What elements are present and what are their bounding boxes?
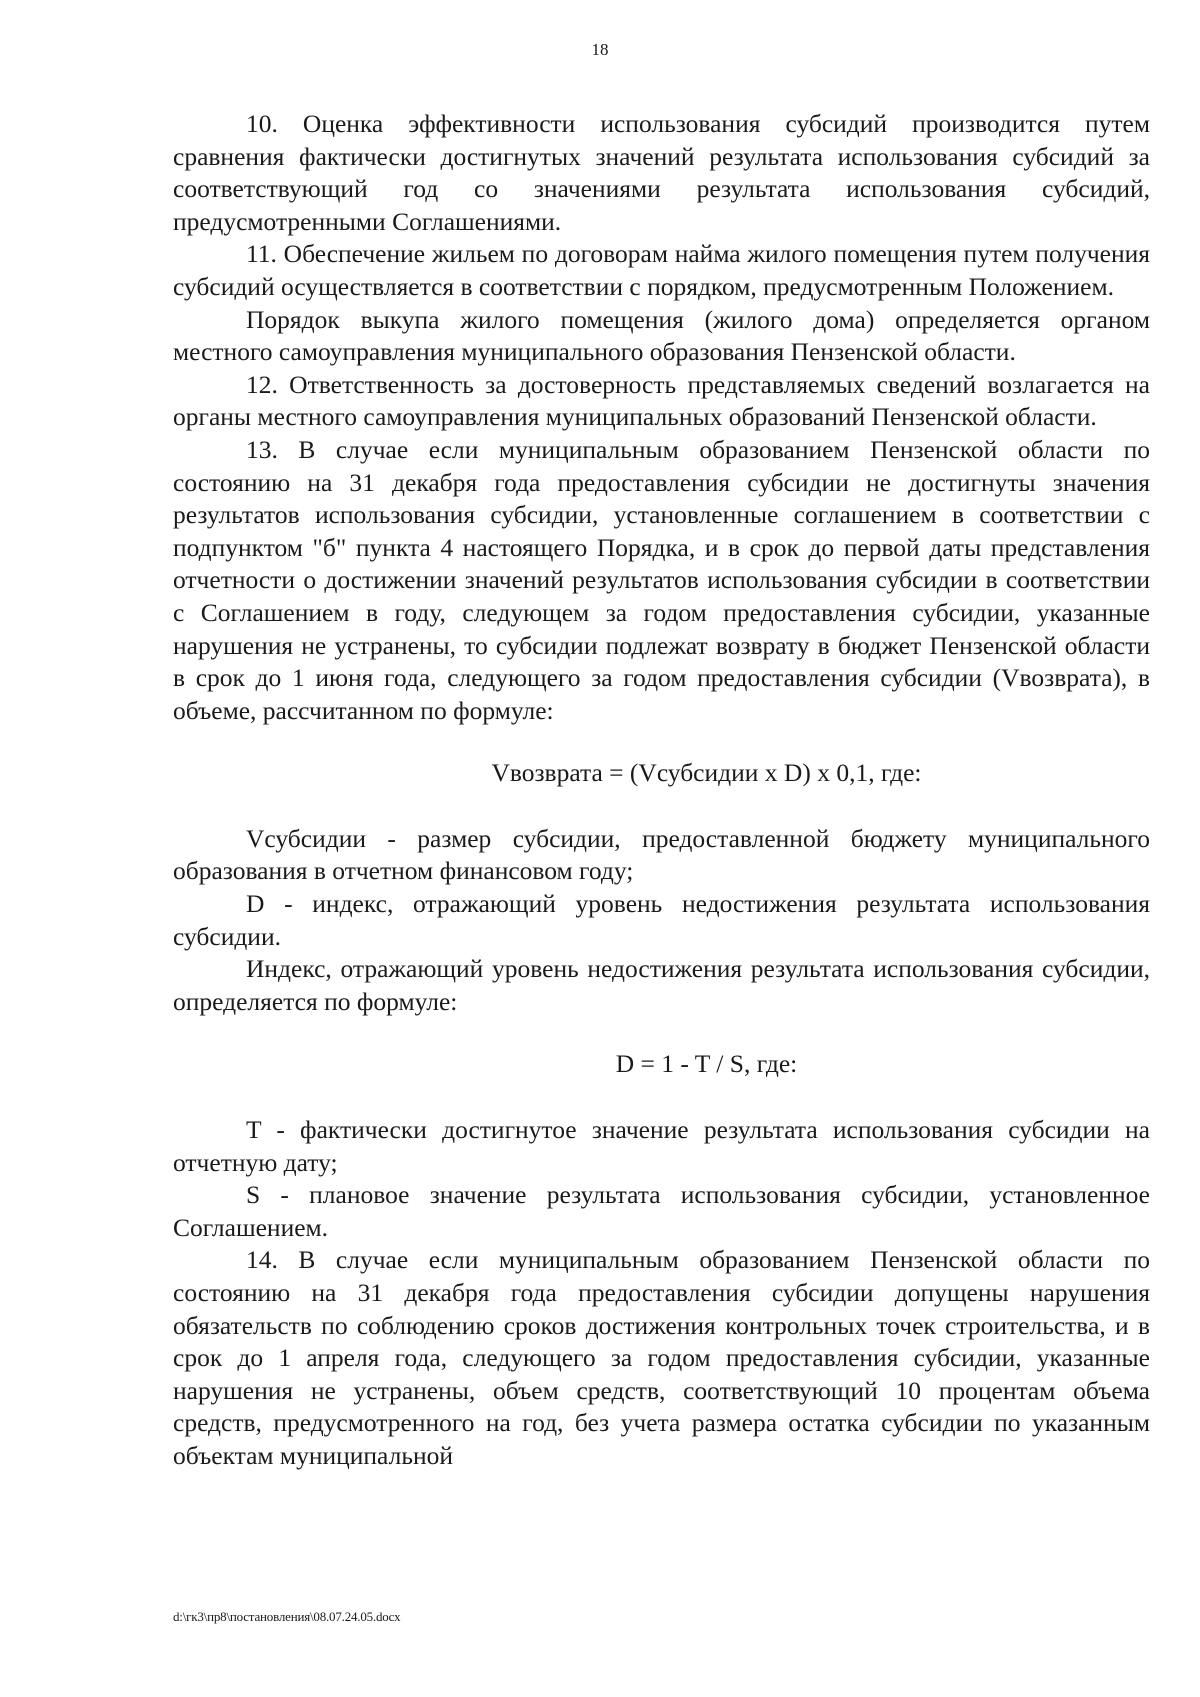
- footer-file-path: d:\гк3\пр8\постановления\08.07.24.05.docx: [173, 1609, 401, 1624]
- paragraph-14: 14. В случае если муниципальным образованием Пензенской области по состоянию на 31 декабря года предоставления субсидии допущены нарушения обязательств по соблюдению сроков достижения контрольных точек строительства, и в срок до 1 апреля года, следующего за годом предоставления субсидии, указанные нарушения не устранены, объем средств, соответствующий 10 процентам объема средств, предусмотренного на год, без учета размера остатка субсидии по указанным объектам муниципальной: [173, 1245, 1150, 1470]
- paragraph-12: 12. Ответственность за достоверность представляемых сведений возлагается на органы местного самоуправления муниципальных образований Пензенской области.: [173, 369, 1150, 432]
- paragraph-buyout-order: Порядок выкупа жилого помещения (жилого дома) определяется органом местного самоуправления муниципального образования Пензенской области.: [173, 304, 1150, 367]
- definition-s: S - плановое значение результата использования субсидии, установленное Соглашением.: [173, 1180, 1150, 1242]
- paragraph-11: 11. Обеспечение жильем по договорам найма жилого помещения путем получения субсидий осуществляется в соответствии с порядком, предусмотренным Положением.: [173, 239, 1150, 301]
- document-body: [173, 108, 1150, 1473]
- definition-t: T - фактически достигнутое значение результата использования субсидии на отчетную дату;: [173, 1115, 1150, 1177]
- paragraph-10: 10. Оценка эффективности использования субсидий производится путем сравнения фактически достигнутых значений результата использования субсидий за соответствующий год со значениями результата использования субсидий, предусмотренными Соглашениями.: [173, 109, 1150, 236]
- definition-vsubsidy: Vсубсидии - размер субсидии, предоставленной бюджету муниципального образования в отчетном финансовом году;: [173, 823, 1150, 886]
- paragraph-index-formula-intro: Индекс, отражающий уровень недостижения результата использования субсидии, определяется по формуле:: [173, 954, 1150, 1016]
- formula-index: D = 1 - T / S, где:: [615, 1049, 798, 1079]
- paragraph-13: 13. В случае если муниципальным образованием Пензенской области по состоянию на 31 декабря года предоставления субсидии не достигнуты значения результатов использования субсидии, установленные соглашением в соответствии с подпунктом "б" пункта 4 настоящего Порядка, и в срок до первой даты представления отчетности о достижении значений результатов использования субсидии в соответствии с Соглашением в году, следующем за годом предоставления субсидии, указанные нарушения не устранены, то субсидии подлежат возврату в бюджет Пензенской области в срок до 1 июня года, следующего за годом предоставления субсидии (Vвозврата), в объеме, рассчитанном по формуле:: [173, 434, 1150, 725]
- page-number: 18: [591, 40, 609, 59]
- definition-d: D - индекс, отражающий уровень недостижения результата использования субсидии.: [173, 889, 1150, 951]
- formula-refund: Vвозврата = (Vсубсидии x D) x 0,1, где:: [491, 758, 922, 788]
